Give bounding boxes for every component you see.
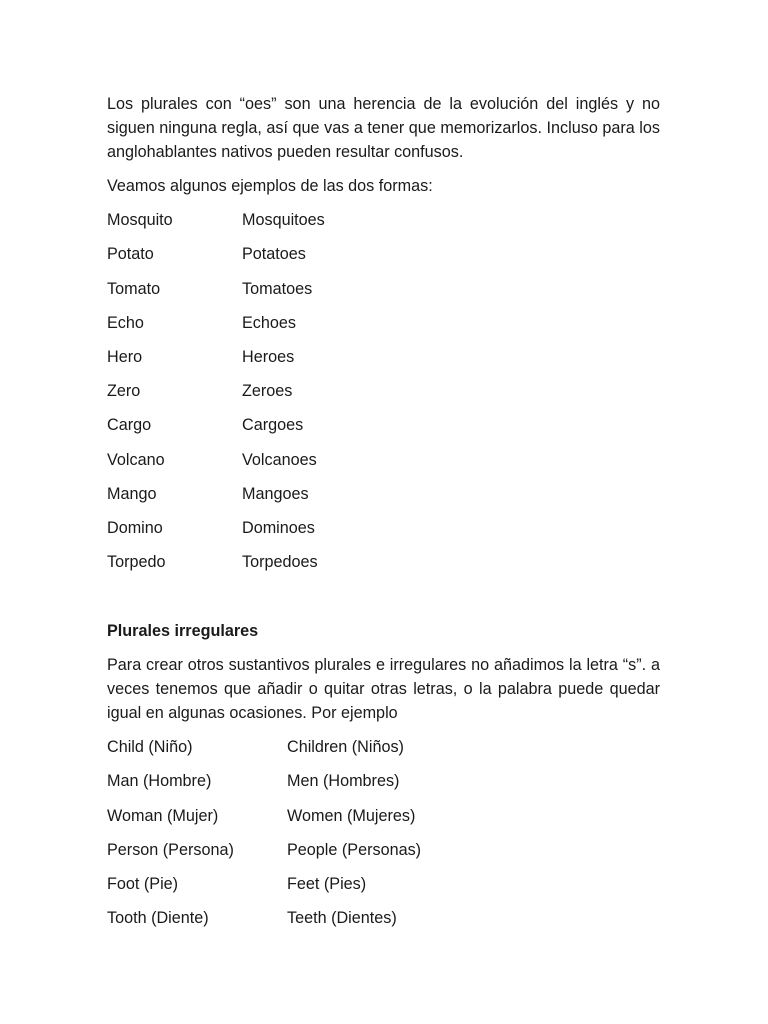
singular-word: Echo (107, 313, 144, 332)
singular-word: Mosquito (107, 211, 173, 230)
singular-word: Man (Hombre) (107, 772, 212, 791)
list-item (107, 769, 660, 793)
plural-word: Volcanoes (242, 450, 317, 469)
singular-word: Volcano (107, 450, 165, 469)
list-item (107, 482, 660, 506)
plural-word: Children (Niños) (287, 738, 404, 757)
singular-word: Person (Persona) (107, 840, 234, 859)
plural-word: Women (Mujeres) (287, 806, 416, 825)
plural-word: People (Personas) (287, 840, 422, 859)
list-item (107, 277, 660, 301)
singular-word: Foot (Pie) (107, 875, 179, 893)
list-item (107, 345, 660, 369)
plural-word: Potatoes (242, 245, 306, 264)
list-item (107, 379, 660, 403)
oes-plural-list (107, 208, 660, 574)
irregular-paragraph: Para crear otros sustantivos plurales e irregulares no añadimos la letra “s”. a veces tenemos que añadir o quitar otras letras, o la palabra puede quedar igual en algunas ocasiones. Por ejemplo (107, 656, 660, 723)
list-item (107, 516, 660, 540)
plural-word: Echoes (242, 313, 296, 332)
plural-word: Mangoes (242, 484, 309, 503)
list-item (107, 872, 660, 896)
list-item (107, 804, 660, 828)
plural-word: Teeth (Dientes) (287, 909, 397, 928)
plural-word: Cargoes (242, 416, 304, 435)
intro-paragraph: Los plurales con “oes” son una herencia de la evolución del inglés y no siguen ninguna regla, así que vas a tener que memorizarlos. Incluso para los anglohablantes nativos pueden resultar confusos. (107, 95, 660, 161)
document-page (107, 92, 660, 930)
plural-word: Heroes (242, 347, 295, 366)
list-item (107, 906, 660, 930)
singular-word: Tomato (107, 279, 161, 298)
singular-word: Mango (107, 484, 157, 503)
list-item (107, 208, 660, 232)
list-item (107, 838, 660, 862)
examples-intro: Veamos algunos ejemplos de las dos formas: (107, 177, 433, 195)
list-item (107, 311, 660, 335)
plural-word: Zeroes (242, 382, 293, 401)
plural-word: Mosquitoes (242, 211, 325, 230)
singular-word: Domino (107, 518, 163, 537)
plural-word: Torpedoes (242, 553, 318, 572)
irregular-plural-list (107, 735, 660, 930)
list-item (107, 550, 660, 574)
section-heading: Plurales irregulares (107, 622, 259, 641)
singular-word: Potato (107, 245, 154, 264)
singular-word: Child (Niño) (107, 738, 193, 757)
singular-word: Woman (Mujer) (107, 806, 219, 825)
singular-word: Zero (107, 382, 141, 401)
plural-word: Tomatoes (242, 279, 313, 298)
singular-word: Tooth (Diente) (107, 909, 209, 928)
singular-word: Hero (107, 347, 143, 366)
list-item (107, 448, 660, 472)
singular-word: Cargo (107, 416, 152, 435)
plural-word: Feet (Pies) (287, 875, 367, 893)
plural-word: Dominoes (242, 518, 315, 537)
list-item (107, 735, 660, 759)
list-item (107, 242, 660, 266)
list-item (107, 413, 660, 437)
plural-word: Men (Hombres) (287, 772, 400, 791)
singular-word: Torpedo (107, 553, 166, 572)
